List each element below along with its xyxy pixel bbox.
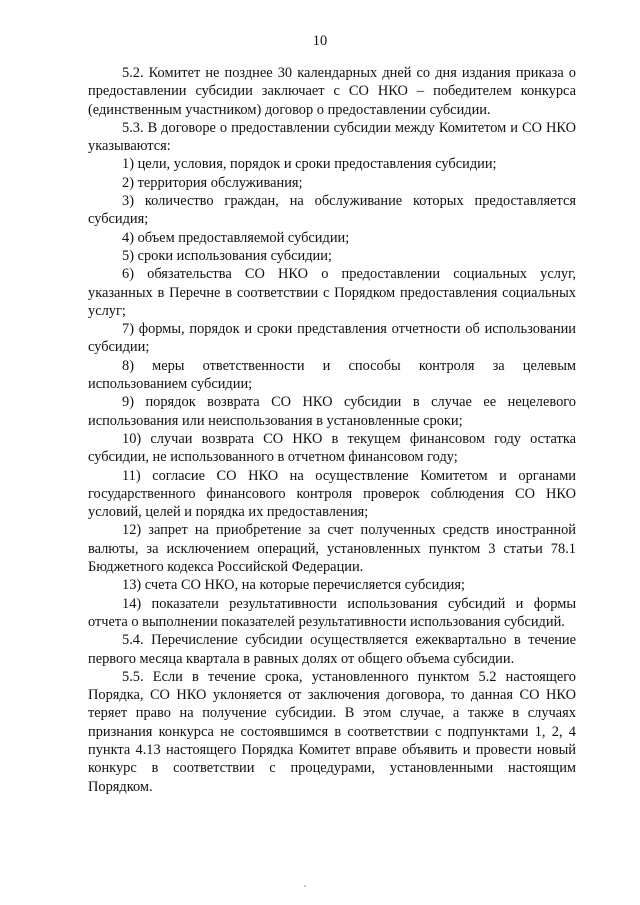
list-item-9: 9) порядок возврата СО НКО субсидии в случае ее нецелевого использования или неиспользования в установленные сроки; [88,394,576,429]
list-item-4: 4) объем предоставляемой субсидии; [122,229,350,246]
list-item-14: 14) показатели результативности использования субсидий и формы отчета о выполнении показателей результативности использования субсидий. [88,595,576,630]
list-item-5: 5) сроки использования субсидии; [122,247,332,264]
scan-speck [304,885,306,887]
list-item-11: 11) согласие СО НКО на осуществление Комитетом и органами государственного финансового контроля проверок соблюдения СО НКО условий, целей и порядка их предоставления; [88,467,576,521]
list-item-8: 8) меры ответственности и способы контроля за целевым использованием субсидии; [88,357,576,393]
list-item-13: 13) счета СО НКО, на которые перечисляется субсидия; [122,577,466,594]
paragraph-5-4: 5.4. Перечисление субсидии осуществляется ежеквартально в течение первого месяца квартала в равных долях от общего объема субсидии. [88,632,576,667]
document-body [88,64,576,796]
list-item-3: 3) количество граждан, на обслуживание которых предоставляется субсидия; [88,193,576,228]
list-item-1: 1) цели, условия, порядок и сроки предоставления субсидии; [122,156,497,173]
page-number: 10 [312,33,328,49]
list-item-2: 2) территория обслуживания; [122,174,303,191]
list-item-6: 6) обязательства СО НКО о предоставлении социальных услуг, указанных в Перечне в соответствии с Порядком предоставления социальных услуг; [88,266,576,319]
paragraph-5-2: 5.2. Комитет не позднее 30 календарных дней со дня издания приказа о предоставлении субсидии заключает с СО НКО – победителем конкурса (единственным участником) договор о предоставлении субсидии. [88,65,576,118]
list-item-12: 12) запрет на приобретение за счет полученных средств иностранной валюты, за исключением операций, установленных пунктом 3 статьи 78.1 Бюджетного кодекса Российской Федерации. [88,522,576,576]
list-item-10: 10) случаи возврата СО НКО в текущем финансовом году остатка субсидии, не использованного в отчетном финансовом году; [88,430,576,466]
list-item-7: 7) формы, порядок и сроки представления отчетности об использовании субсидии; [88,321,576,356]
paragraph-5-3: 5.3. В договоре о предоставлении субсидии между Комитетом и СО НКО указываются: [88,119,576,155]
paragraph-5-5: 5.5. Если в течение срока, установленного пунктом 5.2 настоящего Порядка, СО НКО уклоняется от заключения договора, то данная СО НКО теряет право на получение субсидии. В этом случае, а также в случаях признания конкурса не состоявшимся в соответствии с подпунктами 1, 2, 4 пункта 4.13 настоящего Порядка Комитет вправе объявить и провести новый конкурс в соответствии с процедурами, установленными настоящим Порядком. [88,668,576,795]
